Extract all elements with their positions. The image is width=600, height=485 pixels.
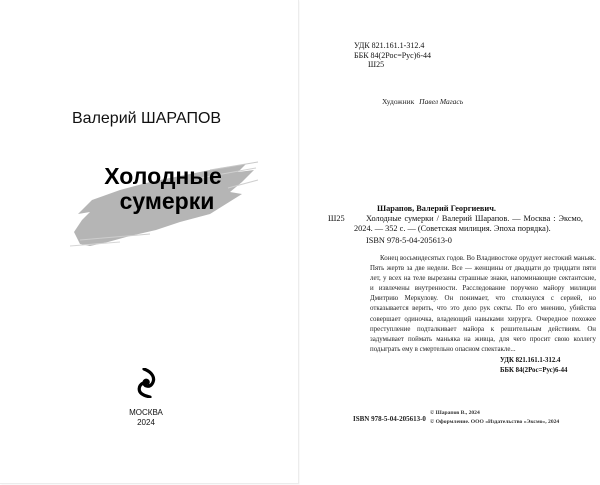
copyright-block — [430, 409, 559, 427]
bbk-code: ББК 84(2Рос=Рус)6-44 — [354, 50, 432, 60]
illustrator-name: Павел Магась — [419, 97, 464, 106]
udk-code: УДК 821.161.1-312.4 — [354, 41, 425, 50]
bbk-code-bottom: ББК 84(2Рос=Рус)6-44 — [500, 367, 568, 374]
bibliographic-record — [328, 204, 590, 246]
illustrator-credit — [382, 97, 463, 106]
biblio-entry: Холодные сумерки / Валерий Шарапов. — Москва : Эксмо, 2024. — 352 с. — (Советская милиция. Эпоха порядка). — [354, 214, 583, 234]
book-title — [62, 164, 272, 214]
biblio-author-sign: Ш25 — [328, 214, 345, 224]
isbn-bottom: ISBN 978-5-04-205613-0 — [353, 415, 426, 423]
classification-top — [354, 41, 431, 70]
classification-bottom — [500, 356, 567, 376]
illustrator-label: Художник — [382, 97, 415, 106]
city-name: МОСКВА — [129, 408, 163, 417]
right-page-imprint — [300, 0, 600, 485]
book-title-line2: сумерки — [119, 188, 215, 214]
eksmo-logo-icon — [134, 368, 160, 398]
book-annotation: Конец восьмидесятых годов. Во Владивостоке орудует жестокий маньяк. Пять жертв за две недели. Все — женщины от двадцати до тридцати пяти лет, у всех на теле вырезаны страшные знаки, напоминающие сектантские, и извлечены внутренности. Расследование поручено майору милиции Дмитрию Меркулову. Он понимает, что столкнулся с серией, но отказывается верить, что это дело рук секты. По его мнению, убийства совершает одиночка, владеющий навыками хирурга. Очередное похожее преступление подталкивает майора к решительным действиям. Он задумывает поймать маньяка на живца, для чего просит свою коллегу подыграть ему в смертельно опасном спектакле... — [370, 255, 596, 353]
copyright-publisher: © Оформление. ООО «Издательство «Эксмо», 2024 — [430, 419, 560, 425]
publisher-city-year — [96, 408, 196, 428]
left-page-title-page — [0, 0, 299, 484]
copyright-author: © Шарапов В., 2024 — [430, 410, 480, 416]
book-title-line1: Холодные — [104, 163, 222, 189]
author-sign: Ш25 — [368, 60, 385, 69]
biblio-isbn: ISBN 978-5-04-205613-0 — [366, 235, 452, 245]
author-name: Валерий ШАРАПОВ — [72, 110, 222, 127]
udk-code-bottom: УДК 821.161.1-312.4 — [500, 357, 561, 364]
biblio-heading: Шарапов, Валерий Георгиевич. — [377, 204, 496, 213]
publication-year: 2024 — [137, 418, 155, 427]
